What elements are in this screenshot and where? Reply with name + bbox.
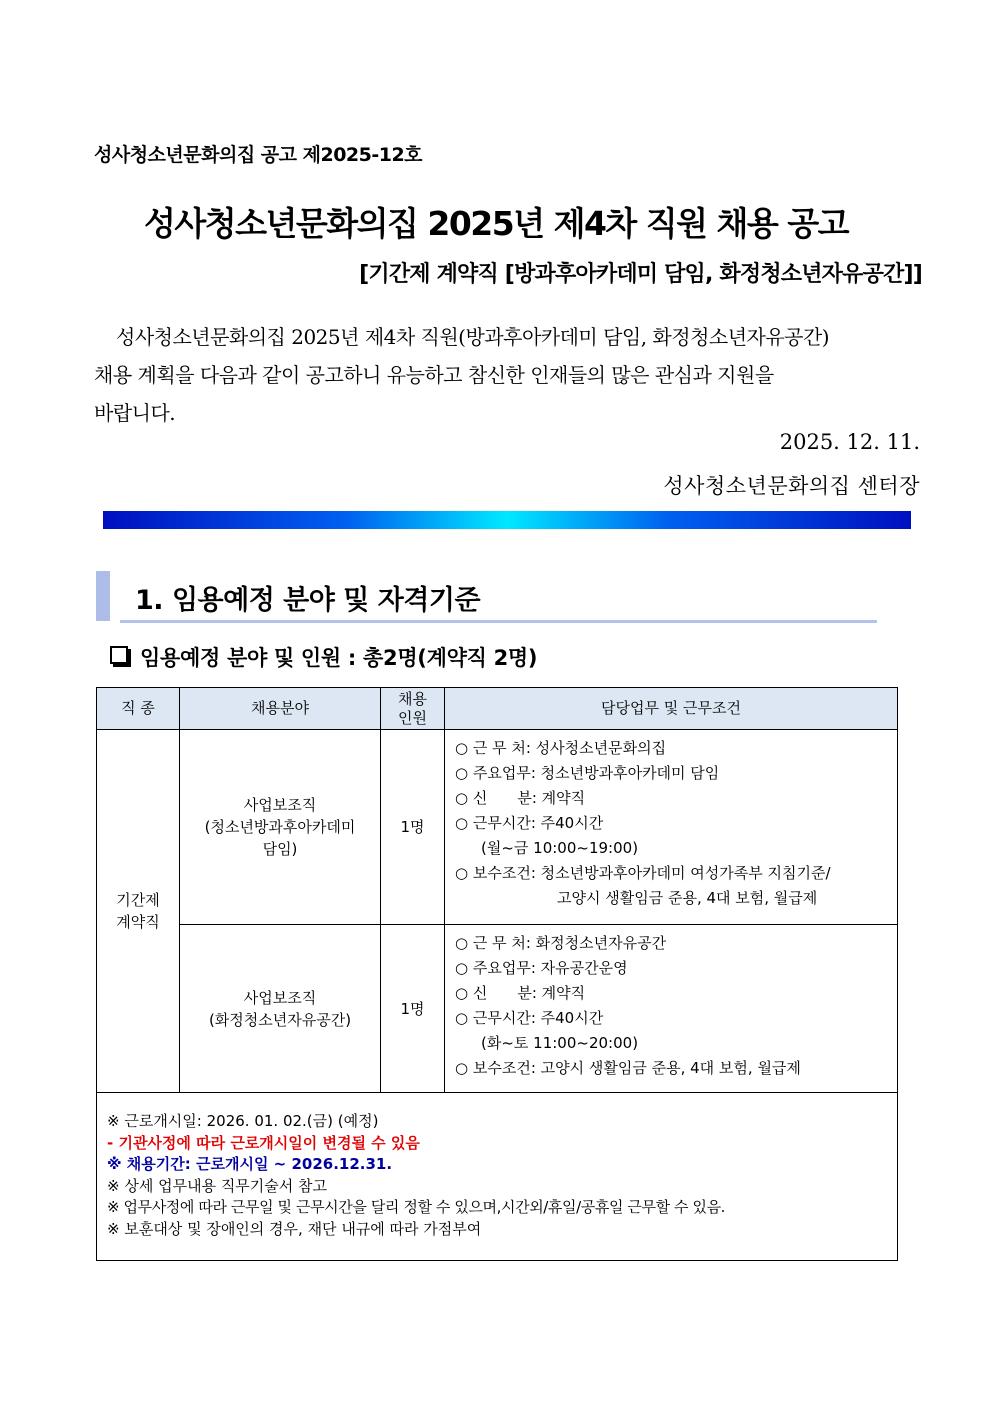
- sub-heading-text: 임용예정 분야 및 인원 : 총2명(계약직 2명): [140, 646, 538, 670]
- duty-line: ○ 신 분: 계약직: [455, 984, 586, 1002]
- duty-line: (월~금 10:00~19:00): [481, 839, 639, 857]
- intro-line: 성사청소년문화의집 2025년 제4차 직원(방과후아카데미 담임, 화정청소년자유공간): [116, 325, 830, 349]
- note-line: ※ 상세 업무내용 직무기술서 참고: [107, 1176, 328, 1195]
- issuer-name: 성사청소년문화의집 센터장: [663, 474, 920, 498]
- duties-cell: [445, 925, 898, 1093]
- note-line: ※ 업무사정에 따라 근무일 및 근무시간을 달리 정할 수 있으며,시간외/휴일/공휴일 근무할 수 있음.: [107, 1198, 726, 1216]
- header-job-type: 직 종: [97, 688, 180, 730]
- job-type-cell: 기간제 계약직: [97, 730, 180, 1093]
- intro-line: 채용 계획을 다음과 같이 공고하니 유능하고 참신한 인재들의 많은 관심과 지원을: [94, 363, 774, 387]
- notice-date: 2025. 12. 11.: [779, 430, 920, 454]
- page-title: 성사청소년문화의집 2025년 제4차 직원 채용 공고: [143, 204, 849, 243]
- section-marker: [96, 571, 110, 621]
- note-line: ※ 보훈대상 및 장애인의 경우, 재단 내규에 따라 가점부여: [107, 1219, 482, 1238]
- notice-number: 성사청소년문화의집 공고 제2025-12호: [94, 144, 423, 166]
- header-count: 채용 인원: [381, 688, 445, 730]
- duty-line: 고양시 생활임금 준용, 4대 보험, 월급제: [557, 889, 818, 907]
- duty-line: ○ 보수조건: 청소년방과후아카데미 여성가족부 지침기준/: [455, 864, 831, 882]
- duty-line: ○ 근무시간: 주40시간: [455, 814, 604, 832]
- note-line: ※ 근로개시일: 2026. 01. 02.(금) (예정): [107, 1112, 379, 1130]
- duty-line: ○ 근 무 처: 성사청소년문화의집: [455, 739, 667, 757]
- duties-cell: [445, 730, 898, 925]
- duty-line: ○ 보수조건: 고양시 생활임금 준용, 4대 보험, 월급제: [455, 1059, 801, 1077]
- sub-heading: [110, 642, 537, 672]
- header-field: 채용분야: [180, 688, 381, 730]
- table-row: [97, 730, 898, 925]
- duty-line: ○ 근무시간: 주40시간: [455, 1009, 604, 1027]
- section-underline: [120, 620, 877, 623]
- duty-line: ○ 신 분: 계약직: [455, 789, 586, 807]
- count-cell: 1명: [381, 925, 445, 1093]
- notes-row: [97, 1093, 898, 1261]
- table-header-row: [97, 688, 898, 730]
- duty-line: (화~토 11:00~20:00): [481, 1034, 639, 1052]
- page-subtitle: [기간제 계약직 [방과후아카데미 담임, 화정청소년자유공간]]: [359, 262, 922, 287]
- note-line-warning: - 기관사정에 따라 근로개시일이 변경될 수 있음: [107, 1133, 420, 1152]
- count-cell: 1명: [381, 730, 445, 925]
- section-title: 1. 임용예정 분야 및 자격기준: [135, 585, 481, 616]
- table-row: [97, 925, 898, 1093]
- duty-line: ○ 주요업무: 자유공간운영: [455, 959, 628, 977]
- intro-paragraph: [94, 318, 920, 432]
- duty-line: ○ 주요업무: 청소년방과후아카데미 담임: [455, 764, 720, 782]
- field-cell: 사업보조직 (청소년방과후아카데미 담임): [180, 730, 381, 925]
- header-duties: 담당업무 및 근무조건: [445, 688, 898, 730]
- note-line-period: ※ 채용기간: 근로개시일 ~ 2026.12.31.: [107, 1155, 393, 1173]
- recruitment-table: [96, 687, 898, 1261]
- notes-cell: [97, 1093, 898, 1261]
- field-cell: 사업보조직 (화정청소년자유공간): [180, 925, 381, 1093]
- gradient-divider: [103, 511, 911, 529]
- checkbox-square-icon: [110, 646, 128, 664]
- intro-line: 바랍니다.: [94, 401, 176, 425]
- duty-line: ○ 근 무 처: 화정청소년자유공간: [455, 934, 667, 952]
